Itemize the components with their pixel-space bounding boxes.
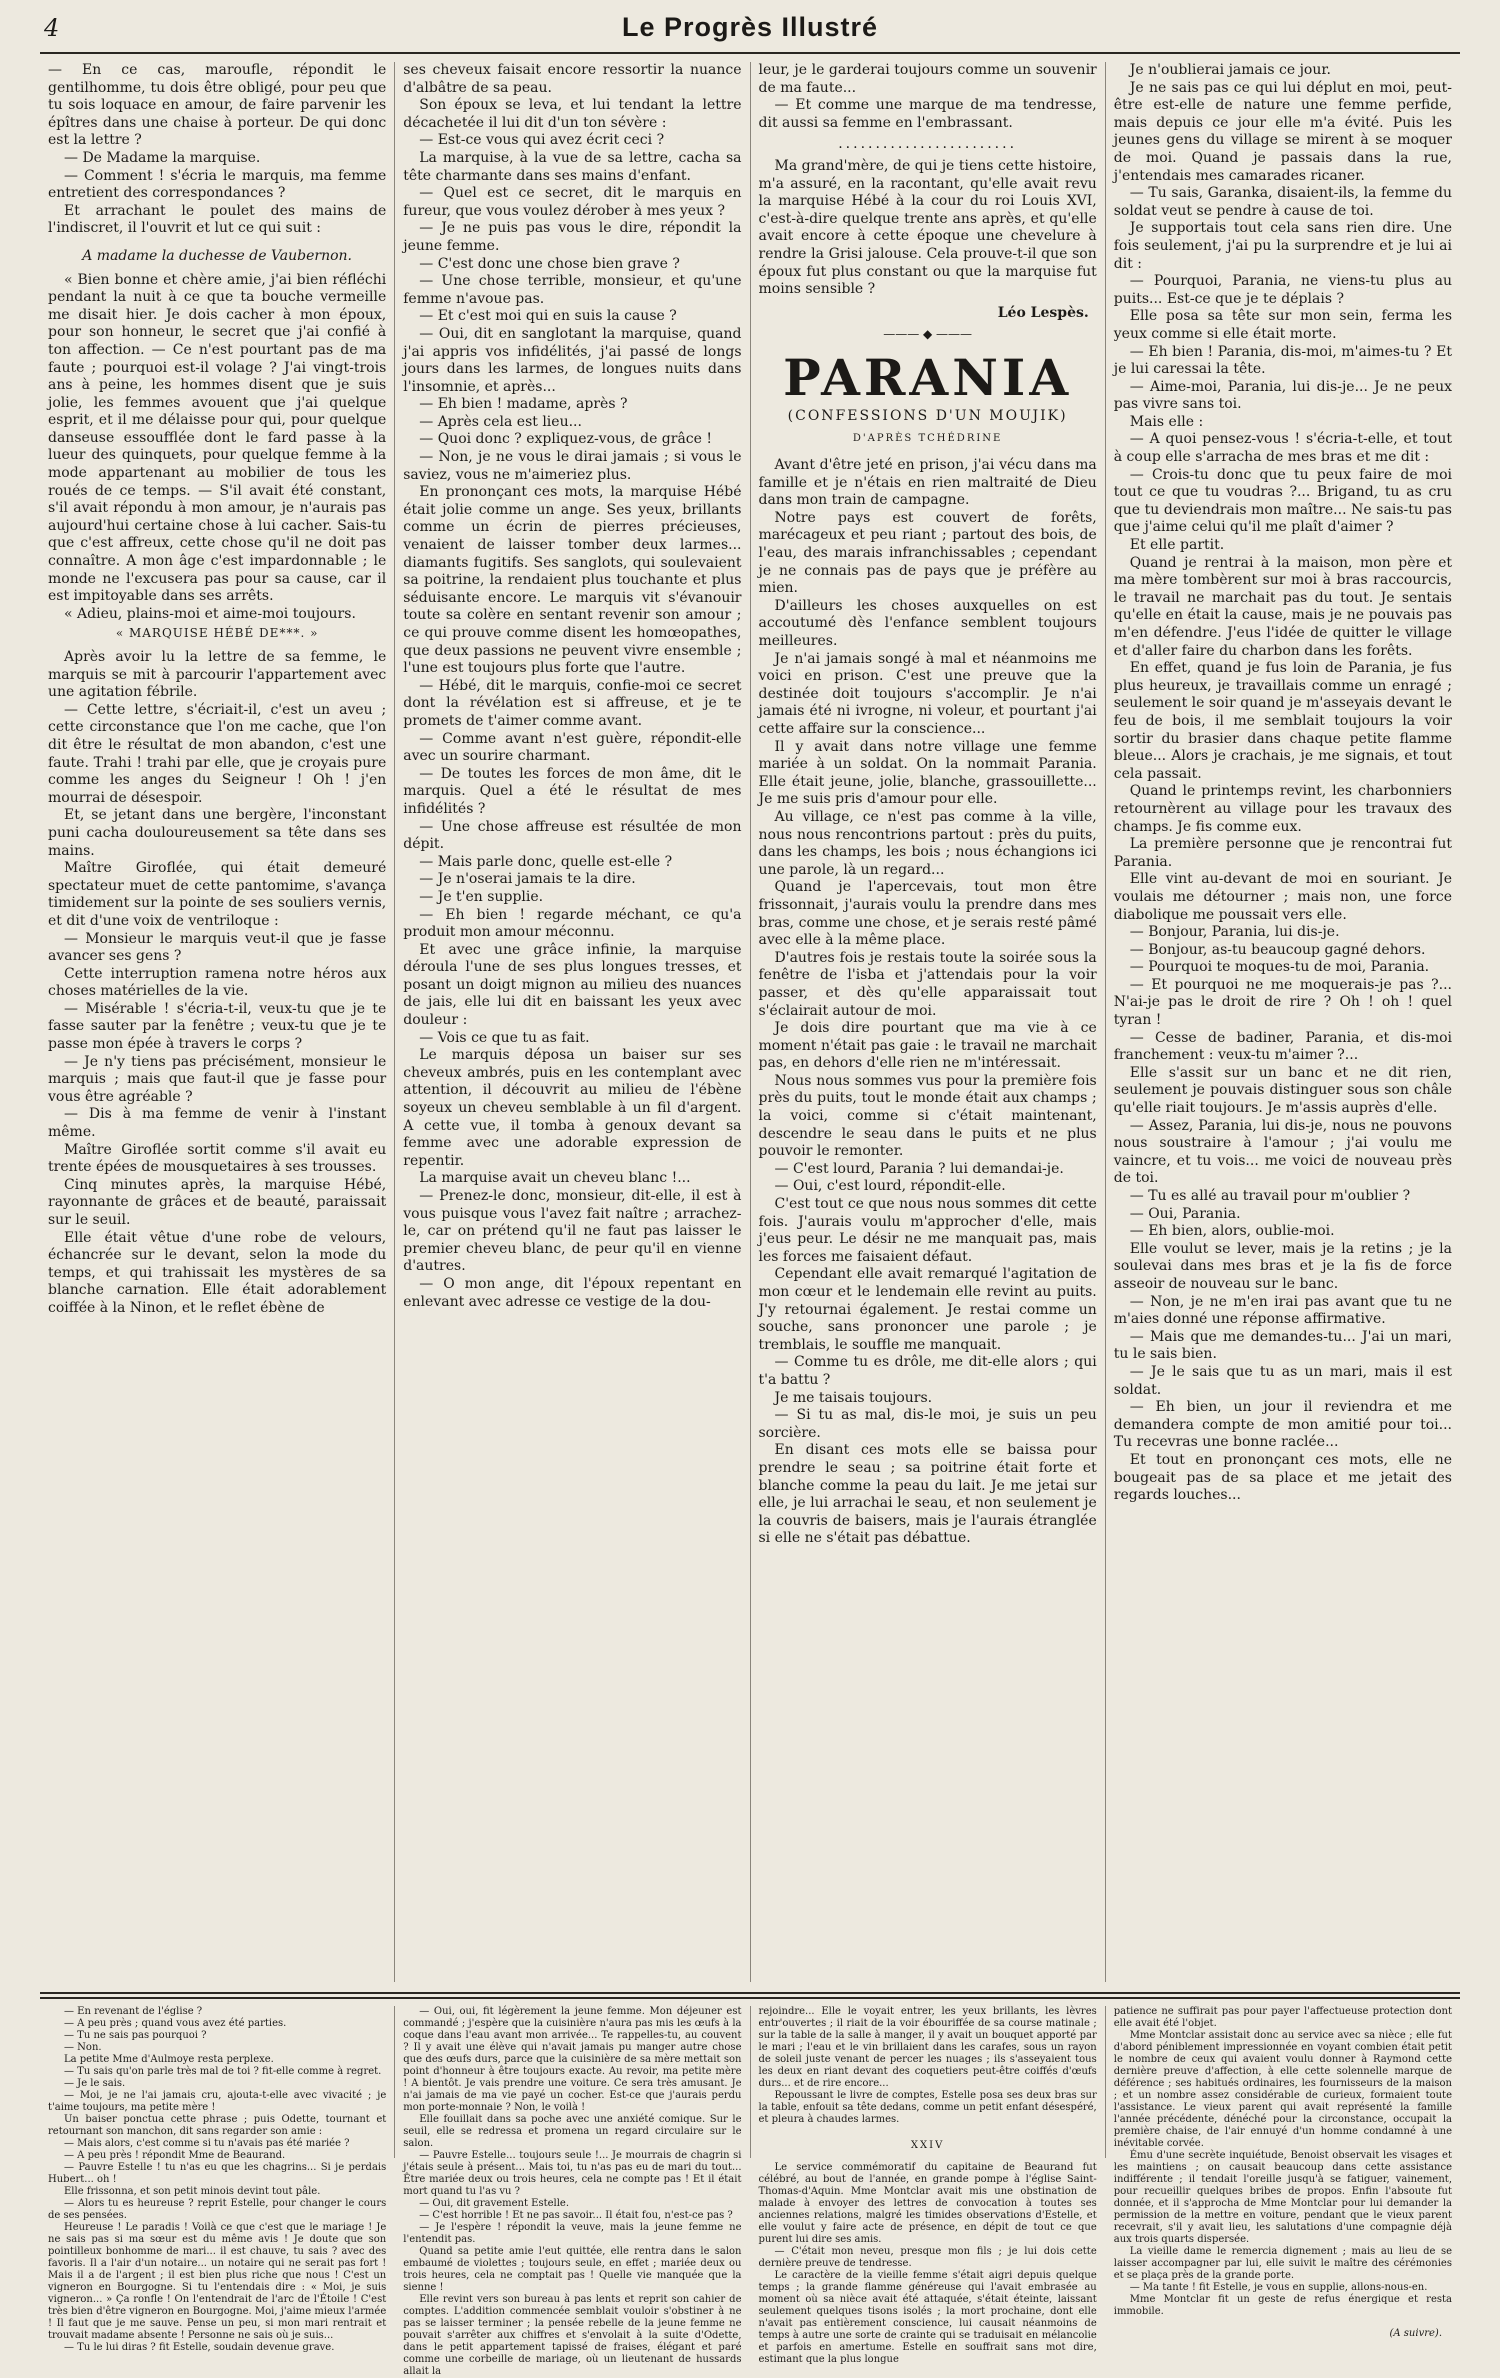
paragraph: D'ailleurs les choses auxquelles on est accoutumé dès l'enfance semblent toujours meilleures. <box>758 597 1097 650</box>
paragraph: En prononçant ces mots, la marquise Hébé était jolie comme un ange. Ses yeux, brillants comme un écrin de pierres précieuses, venaient de laisser tomber deux larmes... diamants fugitifs. Ses sanglots, qui soulevaient sa poitrine, la rendaient plus touchante et plus séduisante encore. Le marquis vit s'évanouir toute sa colère en sentant revenir son amour ; ce qui prouve comme disent les homœopathes, que deux passions ne peuvent vivre ensemble ; l'une est toujours plus forte que l'autre. <box>403 484 742 677</box>
paragraph: — Pauvre Estelle ! tu n'as eu que les chagrins... Si je perdais Hubert... oh ! <box>48 2162 387 2185</box>
paragraph: Maître Giroflée sortit comme s'il avait eu trente épées de mousquetaires à ses trousses. <box>48 1141 387 1176</box>
paragraph: — Est-ce vous qui avez écrit ceci ? <box>419 132 665 149</box>
paragraph: Avant d'être jeté en prison, j'ai vécu dans ma famille et je n'étais en rien maltraité de Dieu dans mon train de campagne. <box>758 457 1097 509</box>
paragraph: — Oui, dit gravement Estelle. <box>419 2198 570 2209</box>
paragraph: En disant ces mots elle se baissa pour prendre le seau ; sa poitrine était forte et blanche comme la peau du lait. Je me jetai sur elle, je lui arrachai le seau, et non seulement je la couvris de baisers, mais je l'aurais étranglée si elle ne s'était pas débattue. <box>758 1442 1097 1547</box>
paragraph: Elle vint au-devant de moi en souriant. Je voulais me détourner ; mais non, une force diabolique me poussait vers elle. <box>1113 871 1452 923</box>
paragraph: Maître Giroflée, qui était demeuré spectateur muet de cette pantomime, s'avança timidement sur la pointe de ses souliers vernis, et dit d'une voix de ventriloque : <box>48 860 387 929</box>
paragraph: — Eh bien ! regarde méchant, ce qu'a produit mon amour méconnu. <box>403 906 742 941</box>
paragraph: — Bonjour, Parania, lui dis-je. <box>1129 924 1340 941</box>
to-be-continued: (A suivre). <box>1389 2328 1442 2339</box>
top-column-1 <box>40 62 394 1982</box>
paragraph: Ému d'une secrète inquiétude, Benoist observait les visages et les maintiens ; on causait beaucoup dans cette assistance indifférente ; il tendait l'oreille jusqu'à se fatiguer, vainement, pour recueillir quelques bribes de propos. Enfin l'absoute fut donnée, et il s'approcha de Mme Montclar pour lui demander la permission de la mettre en voiture, pendant que le vieux parent recevrait, s'il y avait lieu, les salutations d'une compagnie déjà aux trois quarts dispersée. <box>1113 2150 1452 2245</box>
story-byline: D'APRÈS TCHÉDRINE <box>852 432 1003 444</box>
paragraph: — Cette lettre, s'écriait-il, c'est un aveu ; cette circonstance que l'on me cache, que l'on dit être le résultat de mon abandon, c'est une faute. Trahi ! trahi par elle, que je croyais pure comme les anges du Seigneur ! Oh ! j'en mourrai de désespoir. <box>48 701 387 806</box>
paragraph: Au village, ce n'est pas comme à la ville, nous nous rencontrions partout : près du puits, dans les champs, les bois ; nous échangions ici une parole, là un regard... <box>758 808 1097 878</box>
paragraph: — Et pourquoi ne me moquerais-je pas ?... N'ai-je pas le droit de rire ? Oh ! oh ! quel tyran ! <box>1113 976 1452 1029</box>
paragraph: Et arrachant le poulet des mains de l'indiscret, il l'ouvrit et lut ce qui suit : <box>48 202 387 237</box>
paragraph: Je supportais tout cela sans rien dire. Une fois seulement, j'ai pu la surprendre et je lui ai dit : <box>1113 220 1452 272</box>
paragraph: — Vois ce que tu as fait. <box>419 1029 590 1046</box>
paragraph: — Oui, Parania. <box>1129 1205 1241 1222</box>
paragraph: — Pauvre Estelle... toujours seule !... Je mourrais de chagrin si j'étais seule à présent... Mais toi, tu n'as pas eu de mari du tout... Être mariée deux ou trois heures, cela ne compte pas ! Et il était mort quand tu l'as vu ? <box>403 2150 742 2197</box>
paragraph: « Adieu, plains-moi et aime-moi toujours. <box>64 605 356 622</box>
paragraph: — C'est donc une chose bien grave ? <box>419 255 680 272</box>
top-column-4 <box>1105 62 1460 1982</box>
paragraph: — Aime-moi, Parania, lui dis-je... Je ne peux pas vivre sans toi. <box>1113 378 1452 413</box>
paragraph: Elle s'assit sur un banc et ne dit rien, seulement je pouvais distinguer sous son châle qu'elle riait toujours. Je m'assis auprès d'elle. <box>1113 1064 1452 1117</box>
paragraph: La marquise avait un cheveu blanc !... <box>419 1170 691 1187</box>
paragraph: Un baiser ponctua cette phrase ; puis Odette, tournant et retournant son manchon, dit sans regarder son amie : <box>48 2114 387 2137</box>
paragraph: — Prenez-le donc, monsieur, dit-elle, il est à vous puisque vous l'avez fait naître ; arrachez-le, car on prétend qu'il ne faut pas laisser le premier cheveu blanc, de peur qu'il en vienne d'autres. <box>403 1188 742 1275</box>
newspaper-title: Le Progrès Illustré <box>621 12 879 42</box>
paragraph: — Je n'y tiens pas précisément, monsieur le marquis ; mais que faut-il que je fasse pour vous être agréable ? <box>48 1053 387 1105</box>
paragraph: — Comme avant n'est guère, répondit-elle avec un sourire charmant. <box>403 730 742 765</box>
paragraph: Mme Montclar fit un geste de refus énergique et resta immobile. <box>1113 2294 1452 2317</box>
header-rule <box>40 52 1460 54</box>
letter-address: A madame la duchesse de Vaubernon. <box>82 247 352 264</box>
paragraph: — Tu es allé au travail pour m'oublier ? <box>1129 1188 1411 1204</box>
paragraph: — Non, je ne vous le dirai jamais ; si vous le saviez, vous ne m'aimeriez plus. <box>403 449 742 483</box>
paragraph: — Une chose terrible, monsieur, et qu'une femme n'avoue pas. <box>403 273 742 307</box>
paragraph: Et elle partit. <box>1129 537 1225 554</box>
paragraph: — Alors tu es heureuse ? reprit Estelle, pour changer le cours de ses pensées. <box>48 2198 387 2221</box>
paragraph: — Et comme une marque de ma tendresse, dit aussi sa femme en l'embrassant. <box>758 97 1097 131</box>
letter-signature: « MARQUISE HÉBÉ DE***. » <box>115 626 319 641</box>
top-columns <box>40 62 1460 1982</box>
paragraph: — Comment ! s'écria le marquis, ma femme entretient des correspondances ? <box>48 167 387 202</box>
paragraph: — Oui, c'est lourd, répondit-elle. <box>774 1178 1006 1195</box>
paragraph: Et, se jetant dans une bergère, l'inconstant puni cacha douloureusement sa tête dans ses mains. <box>48 807 387 859</box>
feuilleton-column-2 <box>394 2006 749 2377</box>
paragraph: rejoindre... Elle le voyait entrer, les yeux brillants, les lèvres entr'ouvertes ; il riait de la voir ébouriffée de sa course matinale ; sur la table de la salle à manger, il y avait un bouquet apporté par le mari ; l'eau et le vin brillaient dans les carafes, sous un rayon de soleil juste venant de percer les nuages ; ils s'asseyaient tous les deux en riant devant des coquetiers peut-être coiffés d'œufs durs... et de rire encore... <box>758 2006 1097 2089</box>
paragraph: — Assez, Parania, lui dis-je, nous ne pouvons nous soustraire à l'amour ; j'ai voulu me vaincre, et tu vois... me voici de nouveau près de toi. <box>1113 1117 1452 1187</box>
paragraph: — Je n'oserai jamais te la dire. <box>419 871 636 888</box>
dot-separator: ........................ <box>838 136 1018 153</box>
paragraph: — Je le sais. <box>64 2078 126 2089</box>
top-column-2 <box>394 62 749 1982</box>
paragraph: — Si tu as mal, dis-le moi, je suis un peu sorcière. <box>758 1407 1097 1441</box>
paragraph: Mme Montclar assistait donc au service avec sa nièce ; elle fut d'abord péniblement impressionnée en voyant combien était petit le nombre de ceux qui avaient voulu donner à Raymond cette dernière preuve d'affection, à elle cette solennelle marque de déférence ; ses habitués ordinaires, les fournisseurs de la maison ; et un nombre assez considérable de curieux, formaient toute l'assistance. Le vieux parent qui avait représenté la famille l'année précédente, dénéché pour la circonstance, occupait la première chaise, de l'air ennuyé d'un homme condamné à une inévitable corvée. <box>1113 2030 1452 2149</box>
paragraph: Et tout en prononçant ces mots, elle ne bougeait pas de sa place et me jetait des regards louches... <box>1113 1451 1452 1504</box>
paragraph: — C'est lourd, Parania ? lui demandai-je. <box>774 1160 1064 1177</box>
page-number: 4 <box>44 14 60 42</box>
paragraph: — Comme tu es drôle, me dit-elle alors ; qui t'a battu ? <box>758 1354 1097 1388</box>
paragraph: — Pourquoi, Parania, ne viens-tu plus au puits... Est-ce que je te déplais ? <box>1113 273 1452 307</box>
paragraph: Après avoir lu la lettre de sa femme, le marquis se mit à parcourir l'appartement avec une agitation fébrile. <box>48 649 387 701</box>
paragraph: — Et c'est moi qui en suis la cause ? <box>419 308 677 325</box>
paragraph: Quand je rentrai à la maison, mon père et ma mère tombèrent sur moi à bras raccourcis, le travail ne marchait pas du tout. Je sentais qu'elle en était la cause, mais je ne pouvais pas m'en défendre. J'eus l'idée de quitter le village et d'aller faire du charbon dans les forêts. <box>1113 554 1452 659</box>
paragraph: Quand je l'apercevais, tout mon être frissonnait, j'aurais voulu la prendre dans mes bras, comme une chose, et je serais resté pâmé avec elle à la même place. <box>758 879 1097 949</box>
paragraph: — Quel est ce secret, dit le marquis en fureur, que vous voulez dérober à mes yeux ? <box>403 185 742 219</box>
paragraph: Je ne sais pas ce qui lui déplut en moi, peut-être est-elle de nature une femme perfide, mais depuis ce jour elle m'a évité. Puis les jeunes gens du village se mirent à se moquer de moi. Quand je passais dans la rue, j'entendais mes camarades ricaner. <box>1113 79 1452 184</box>
chapter-heading: XXIV <box>910 2140 945 2151</box>
paragraph: — Monsieur le marquis veut-il que je fasse avancer ses gens ? <box>48 930 387 965</box>
paragraph: — De Madame la marquise. <box>64 149 261 166</box>
paragraph: Elle posa sa tête sur mon sein, ferma les yeux comme si elle était morte. <box>1113 308 1452 342</box>
ornament-divider: ——— ◆ ——— <box>883 327 973 342</box>
paragraph: Elle fouillait dans sa poche avec une anxiété comique. Sur le seuil, elle se redressa et promena un regard circulaire sur le salon. <box>403 2114 742 2149</box>
paragraph: La première personne que je rencontrai fut Parania. <box>1113 836 1452 870</box>
paragraph: Le service commémoratif du capitaine de Beaurand fut célébré, au bout de l'année, en grande pompe à l'église Saint-Thomas-d'Aquin. Mme Montclar avait mis une obstination de malade à envoyer des lettres de convocation à toutes ses anciennes relations, malgré les timides observations d'Estelle, et elle voulut y faire acte de présence, en dépit de tout ce que purent lui dire ses amis. <box>758 2162 1097 2245</box>
paragraph: Cette interruption ramena notre héros aux choses matérielles de la vie. <box>48 965 387 1000</box>
feuilleton-rule <box>40 1997 1460 1999</box>
paragraph: — Je le sais que tu as un mari, mais il est soldat. <box>1113 1363 1452 1398</box>
paragraph: — Quoi donc ? expliquez-vous, de grâce ! <box>419 431 713 448</box>
paragraph: — Crois-tu donc que tu peux faire de moi tout ce que tu voudras ?... Brigand, tu as cru que tu deviendrais mon maître... Ne sais-tu pas que j'aime celui qu'il me plaît d'aimer ? <box>1113 466 1452 536</box>
paragraph: Le marquis déposa un baiser sur ses cheveux ambrés, puis en les contemplant avec attention, il découvrit au milieu de l'ébène soyeux un cheveu semblable à un fil d'argent. A cette vue, il tomba à genoux devant sa femme avec une adorable expression de repentir. <box>403 1047 742 1169</box>
paragraph: Mais elle : <box>1129 413 1204 430</box>
paragraph: — Eh bien, un jour il reviendra et me demandera compte de mon amitié pour toi... Tu recevras une bonne raclée... <box>1113 1399 1452 1451</box>
paragraph: — Mais parle donc, quelle est-elle ? <box>419 853 673 870</box>
paragraph: — Misérable ! s'écria-t-il, veux-tu que je te fasse sauter par la fenêtre ; veux-tu que je te passe mon épée à travers le corps ? <box>48 1000 387 1053</box>
paragraph: — Cesse de badiner, Parania, et dis-moi franchement : veux-tu m'aimer ?... <box>1113 1029 1452 1064</box>
paragraph: — Tu le lui diras ? fit Estelle, soudain devenue grave. <box>64 2342 335 2353</box>
paragraph: — Ma tante ! fit Estelle, je vous en supplie, allons-nous-en. <box>1129 2282 1428 2293</box>
paragraph: — De toutes les forces de mon âme, dit le marquis. Quel a été le résultat de mes infidélités ? <box>403 765 742 817</box>
page-header <box>40 8 1460 52</box>
paragraph: Son époux se leva, et lui tendant la lettre décachetée il lui dit d'un ton sévère : <box>403 97 742 131</box>
paragraph: La petite Mme d'Aulmoye resta perplexe. <box>64 2054 274 2065</box>
paragraph: D'autres fois je restais toute la soirée sous la fenêtre de l'isba et j'attendais pour la voir passer, et dès qu'elle apparaissait tout s'éclairait autour de moi. <box>758 949 1097 1019</box>
paragraph: — Tu sais qu'on parle très mal de toi ? fit-elle comme à regret. <box>64 2066 382 2077</box>
paragraph: — Hébé, dit le marquis, confie-moi ce secret dont la révélation est si affreuse, et je te promets de t'aimer comme avant. <box>403 677 742 729</box>
paragraph: Ma grand'mère, de qui je tiens cette histoire, m'a assuré, en la racontant, qu'elle avait revu la marquise Hébé à la cour du roi Louis XVI, c'est-à-dire quelque trente ans après, et qu'elle avait encore à cette époque une chevelure à rendre la Grisi jalouse. Cela prouve-t-il que son époux fut plus constant ou que la marquise fut moins sensible ? <box>758 157 1097 298</box>
paragraph: Cinq minutes après, la marquise Hébé, rayonnante de grâces et de beauté, paraissait sur le seuil. <box>48 1176 387 1228</box>
paragraph: Je n'ai jamais songé à mal et néanmoins me voici en prison. C'est une preuve que la destinée doit toujours s'accomplir. Je n'ai jamais été ni ivrogne, ni voleur, et pourtant j'ai cette affaire sur la conscience... <box>758 650 1097 737</box>
paragraph: — Oui, oui, fit légèrement la jeune femme. Mon déjeuner est commandé ; j'espère que la cuisinière n'aura pas mis les œufs à la coque dans l'eau avant mon arrivée... Te rappelles-tu, au couvent ? Il y avait une élève qui n'avait jamais pu manger autre chose que des œufs durs, parce que la cuisinière de sa mère mettait son point d'honneur à être toujours exacte. Au revoir, ma petite mère ! A bientôt. Je vais prendre une voiture. Ce sera très amusant. Je n'ai jamais de ma vie payé un cocher. Est-ce que j'aurais perdu mon porte-monnaie ? Non, le voilà ! <box>403 2006 742 2113</box>
paragraph: — Eh bien, alors, oublie-moi. <box>1129 1223 1335 1240</box>
paragraph: — Je t'en supplie. <box>419 888 544 905</box>
paragraph: — Mais que me demandes-tu... J'ai un mari, tu le sais bien. <box>1113 1328 1452 1363</box>
paragraph: — A peu près ! répondit Mme de Beaurand. <box>64 2150 286 2161</box>
paragraph: — Tu ne sais pas pourquoi ? <box>64 2030 207 2041</box>
paragraph: — Non, je ne m'en irai pas avant que tu ne m'aies donné une réponse affirmative. <box>1113 1293 1452 1328</box>
paragraph: — Je l'espère ! répondit la veuve, mais la jeune femme ne l'entendit pas. <box>403 2222 742 2245</box>
feuilleton-rule <box>40 1992 1460 1994</box>
paragraph: — Dis à ma femme de venir à l'instant même. <box>48 1106 387 1141</box>
paragraph: Heureuse ! Le paradis ! Voilà ce que c'est que le mariage ! Je ne sais pas si ma sœur est du même avis ! Je doute que son pointilleux bonhomme de mari... il est chauve, tu sais ? avec des favoris. Il a l'air d'un notaire... un notaire qui ne serait pas fort ! Mais il a de l'argent ; il est bien plus riche que nous ! C'est un vigneron en Bourgogne. Si tu l'entendais dire : « Moi, je suis vigneron... » Ça ronfle ! On l'entendrait de l'arc de l'Étoile ! C'est très bien d'être vigneron en Bourgogne. Moi, j'aime mieux l'armée ! Il faut que je me sauve. Pense un peu, si mon mari rentrait et trouvait madame absente ! Personne ne sais où je suis... <box>48 2222 387 2341</box>
paragraph: — Bonjour, as-tu beaucoup gagné dehors. <box>1129 941 1426 958</box>
paragraph: — Pourquoi te moques-tu de moi, Parania. <box>1129 959 1430 976</box>
paragraph: En effet, quand je fus loin de Parania, je fus plus heureux, je travaillais comme un enragé ; seulement le soir quand je m'asseyais devant le feu de bois, il me semblait toujours la voir sortir du brasier dans chaque petite flamme bleue... Alors je crachais, je me signais, et tout cela passait. <box>1113 660 1452 782</box>
paragraph: Cependant elle avait remarqué l'agitation de mon cœur et le lendemain elle revint au puits. J'y retournai également. Je restai comme un souche, sans prononcer une parole ; je tremblais, le souffle me manquait. <box>758 1266 1097 1353</box>
paragraph: ses cheveux faisait encore ressortir la nuance d'albâtre de sa peau. <box>403 62 742 96</box>
paragraph: leur, je le garderai toujours comme un souvenir de ma faute... <box>758 62 1097 96</box>
feuilleton-column-1 <box>40 2006 394 2353</box>
paragraph: C'est tout ce que nous nous sommes dit cette fois. J'aurais voulu m'approcher d'elle, mais j'eus peur. Le désir ne me manquait pas, mais les forces me faisaient défaut. <box>758 1196 1097 1265</box>
paragraph: — Une chose affreuse est résultée de mon dépit. <box>403 818 742 853</box>
paragraph: Elle était vêtue d'une robe de velours, échancrée sur le devant, selon la mode du temps, et qui trahissait les mystères de sa blanche carnation. Elle était adorablement coiffée à la Ninon, et le reflet ébène de <box>48 1229 387 1316</box>
paragraph: La vieille dame le remercia dignement ; mais au lieu de se laisser accompagner par lui, elle suivit le maître des cérémonies et se plaça près de la grande porte. <box>1113 2246 1452 2281</box>
paragraph: Je me taisais toujours. <box>774 1389 933 1406</box>
paragraph: — Eh bien ! Parania, dis-moi, m'aimes-tu ? Et je lui caressai la tête. <box>1113 343 1452 378</box>
paragraph: — A peu près ; quand vous avez été parties. <box>64 2018 287 2029</box>
paragraph: — Après cela est lieu... <box>419 413 582 430</box>
paragraph: Repoussant le livre de comptes, Estelle posa ses deux bras sur la table, enfouit sa tête dedans, comme un petit enfant désespéré, et pleura à chaudes larmes. <box>758 2090 1097 2125</box>
paragraph: — Oui, dit en sanglotant la marquise, quand j'ai appris vos infidélités, j'ai passé de longs jours dans les larmes, de longues nuits dans l'insomnie, et après... <box>403 325 742 395</box>
story-subtitle: (CONFESSIONS D'UN MOUJIK) <box>787 407 1068 424</box>
paragraph: « Bien bonne et chère amie, j'ai bien réfléchi pendant la nuit à ce que ta bouche vermeille me disait hier. Je dois cacher à mon époux, pour son honneur, le secret que j'ai confié à ton affection. — Ce n'est pourtant pas de ma faute ; pourquoi est-il volage ? J'ai vingt-trois ans à peine, les hommes disent que je suis jolie, les femmes avouent que j'ai quelque esprit, et il me délaisse pour qui, pour quelque danseuse essoufflée dont le fard passe à la lueur des quinquets, pour quelque femme à la mode appartenant au mobilier de tous les roués de ce temps. — S'il avait été constant, s'il avait répondu à mon amour, je n'aurais pas aujourd'hui certaine chose à lui cacher. Sais-tu que c'est affreux, cette chose qu'il ne doit pas connaître. A mon âge c'est impardonnable ; le monde ne l'excusera pas pour sa cause, car il est impitoyable dans ses arrêts. <box>48 271 387 605</box>
paragraph: — Moi, je ne l'ai jamais cru, ajouta-t-elle avec vivacité ; je t'aime toujours, ma petite mère ! <box>48 2090 387 2113</box>
feuilleton-column-3 <box>750 2006 1105 2365</box>
paragraph: — En ce cas, maroufle, répondit le gentilhomme, tu dois être obligé, pour peu que tu sois loquace en amour, de faire parvenir les épîtres dans une chaise à porteur. De qui donc est la lettre ? <box>48 62 387 149</box>
paragraph: patience ne suffirait pas pour payer l'affectueuse protection dont elle avait été l'objet. <box>1113 2006 1452 2029</box>
paragraph: — C'est horrible ! Et ne pas savoir... Il était fou, n'est-ce pas ? <box>419 2210 733 2221</box>
paragraph: Quand sa petite amie l'eut quittée, elle rentra dans le salon embaumé de violettes ; toujours seule, en effet ; mariée deux ou trois heures, cela ne comptait pas ! Quelle vie manquée que la sienne ! <box>403 2246 742 2293</box>
paragraph: — En revenant de l'église ? <box>64 2006 203 2017</box>
paragraph: Il y avait dans notre village une femme mariée à un soldat. On la nommait Parania. Elle était jeune, jolie, blanche, grassouillette... Je me suis pris d'amour pour elle. <box>758 738 1097 808</box>
paragraph: Notre pays est couvert de forêts, marécageux et peu riant ; partout des bois, de l'eau, des marais infranchissables ; cependant je ne connais pas de pays que je préfère au mien. <box>758 509 1097 597</box>
feuilleton-columns <box>40 2006 1460 2377</box>
paragraph: Je n'oublierai jamais ce jour. <box>1129 62 1331 78</box>
paragraph: Elle voulut se lever, mais je la retins ; je la soulevai dans mes bras et je la fis de force asseoir de nouveau sur le banc. <box>1113 1240 1452 1292</box>
paragraph: — Mais alors, c'est comme si tu n'avais pas été mariée ? <box>64 2138 350 2149</box>
paragraph: Nous nous sommes vus pour la première fois près du puits, tout le monde était aux champs ; la voici, comme si c'était maintenant, descendre le seau dans le puits et ne plus pouvoir le remonter. <box>758 1072 1097 1160</box>
feuilleton-column-4 <box>1105 2006 1460 2339</box>
paragraph: Quand le printemps revint, les charbonniers retournèrent au village pour les travaux des champs. Je fis comme eux. <box>1113 783 1452 835</box>
paragraph: Le caractère de la vieille femme s'était aigri depuis quelque temps ; la grande flamme généreuse qui l'avait embrasée au moment où sa nièce avait été attaquée, s'était éteinte, laissant seulement quelques tisons isolés ; la mort prochaine, dont elle n'avait pas entièrement conscience, lui causait néanmoins de temps à autre une sorte de crainte qui se traduisait en mélancolie et parfois en amertume. Estelle en souffrait sans mot dire, estimant que la plus longue <box>758 2270 1097 2365</box>
paragraph: Et avec une grâce infinie, la marquise déroula l'une de ses plus longues tresses, et posant un doigt mignon au milieu des nuances de jais, elle lui dit en baissant les yeux avec douleur : <box>403 941 742 1029</box>
paragraph: — O mon ange, dit l'époux repentant en enlevant avec adresse ce vestige de la dou- <box>403 1275 742 1310</box>
paragraph: — A quoi pensez-vous ! s'écria-t-elle, et tout à coup elle s'arracha de mes bras et me dit : <box>1113 431 1452 466</box>
author-signature: Léo Lespès. <box>997 304 1089 321</box>
top-column-3 <box>750 62 1105 1982</box>
paragraph: Je dois dire pourtant que ma vie à ce moment n'était pas gaie : le travail ne marchait pas, en dehors d'elle rien ne m'intéressait. <box>758 1020 1097 1072</box>
paragraph: — Non. <box>64 2042 102 2053</box>
paragraph: La marquise, à la vue de sa lettre, cacha sa tête charmante dans ses mains d'enfant. <box>403 149 742 184</box>
story-title: PARANIA <box>783 347 1073 407</box>
paragraph: — Je ne puis pas vous le dire, répondit la jeune femme. <box>403 220 742 254</box>
paragraph: Elle frissonna, et son petit minois devint tout pâle. <box>64 2186 321 2197</box>
paragraph: — C'était mon neveu, presque mon fils ; je lui dois cette dernière preuve de tendresse. <box>758 2246 1097 2269</box>
paragraph: Elle revint vers son bureau à pas lents et reprit son cahier de comptes. L'addition commencée semblait vouloir s'obstiner à ne pas se laisser terminer ; la pensée rebelle de la jeune femme ne pouvait s'arrêter aux chiffres et s'envolait à la suite d'Odette, dans le petit appartement tapissé de fraises, élégant et paré comme une corbeille de mariage, où un lieutenant de hussards allait la <box>403 2294 742 2377</box>
paragraph: — Eh bien ! madame, après ? <box>419 396 628 413</box>
paragraph: — Tu sais, Garanka, disaient-ils, la femme du soldat veut se pendre à cause de toi. <box>1113 185 1452 219</box>
